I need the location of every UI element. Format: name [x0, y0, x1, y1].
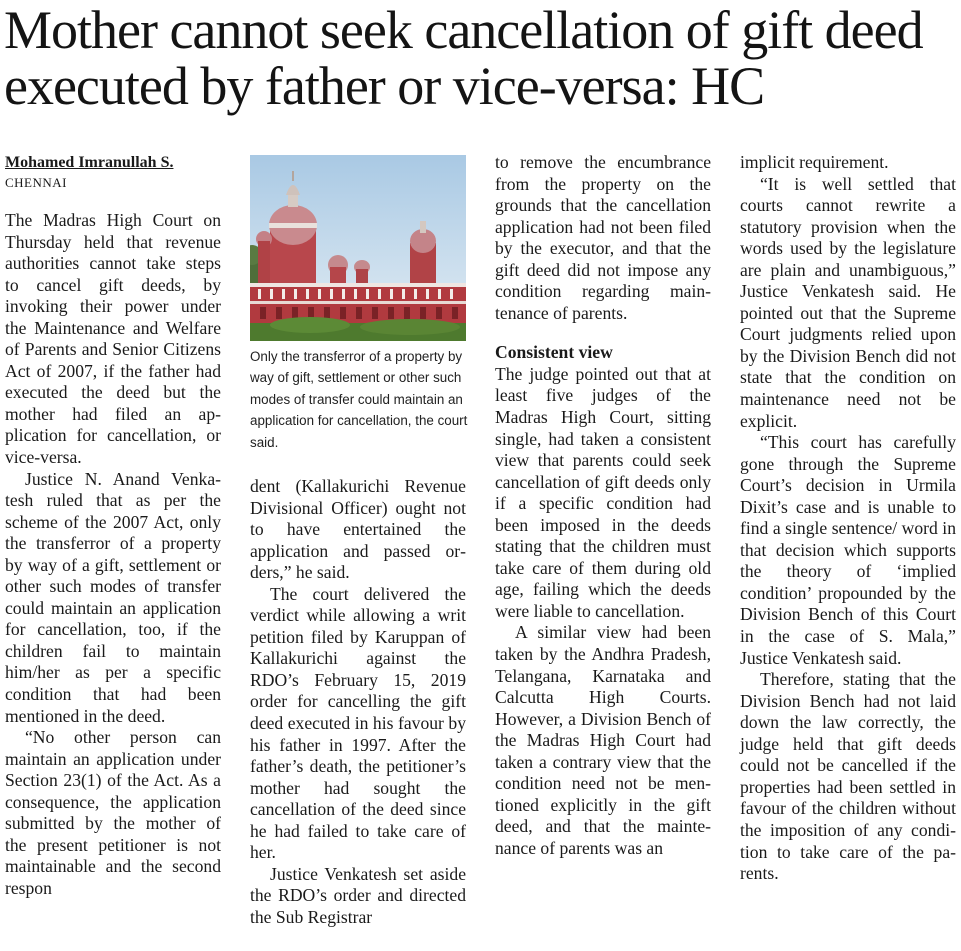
headline: Mother cannot seek cancellation of gift deed executed by father or vice-versa: HC [4, 0, 923, 116]
paragraph: The Madras High Court on Thursday held that revenue authorities cannot take steps to cancel gift deeds, by invoking their power under the Maintenance and Welfare of Parents and Senior Citizens Act of 2007, if the father had executed the deed but the mother had filed an application for cancellation, or vice-versa. [5, 210, 221, 468]
photo-caption: Only the transferror of a property by way of gift, settlement or other such modes of transfer could maintain an application for cancellation, the court said. [250, 349, 468, 450]
spacer [5, 192, 221, 210]
subheading: Consistent view [495, 342, 613, 363]
paragraph: Justice Venkatesh set aside the RDO’s order and directed the Sub Registrar [250, 863, 466, 927]
paragraph: to remove the encumbrance from the property on the grounds that the cancellation application had not been filed by the executor, and that the gift deed did not impose any condition regarding maintenance of parents. [495, 152, 711, 323]
paragraph: implicit requirement. [740, 152, 889, 172]
paragraph: Therefore, stating that the Division Bench had not laid down the law correctly, the judge held that gift deeds could not be cancelled if the properties had been settled in favour of the children without the imposition of any condition to take care of the parents. [740, 669, 956, 884]
article-column-2 [250, 476, 466, 928]
paragraph: dent (Kallakurichi Revenue Divisional Officer) ought not to have entertained the application and passed orders,” he said. [250, 476, 466, 583]
dateline: CHENNAI [5, 175, 67, 190]
building-illustration [250, 155, 466, 341]
paragraph: The court delivered the verdict while allowing a writ petition filed by Karuppan of Kallakurichi against the RDO’s February 15, 2019 order for cancelling the gift deed executed in his favour by his father in 1997. After the father’s death, the petitioner’s mother had sought the cancellation of the deed since he had failed to take care of her. [250, 583, 466, 863]
paragraph: “This court has carefully gone through the Supreme Court’s decision in Urmila Dixit’s case and is unable to find a single sentence/ word in that decision which supports the theory of ‘implied condition’ propounded by the Division Bench of this Court in the case of S. Mala,” Justice Venkatesh said. [740, 432, 956, 668]
article-column-1 [5, 152, 221, 900]
paragraph: A similar view had been taken by the Andhra Pradesh, Telangana, Karnataka and Calcutta High Courts. However, a Division Bench of the Madras High Court had taken a contrary view that the condition need not be mentioned explicitly in the gift deed, and that the maintenance of parents was an [495, 622, 711, 858]
madras-high-court-photo [250, 155, 466, 341]
paragraph: “It is well settled that courts cannot rewrite a statutory provision when the words used by the legislature are plain and unambiguous,” Justice Venkatesh said. He pointed out that the Supreme Court judgments relied upon by the Division Bench did not state that the condition on maintenance need not be explicit. [740, 173, 956, 431]
paragraph: The judge pointed out that at least five judges of the Madras High Court, sitting single, had taken a consistent view that parents could seek cancellation of gift deeds only if a specific condition had been imposed in the deeds stating that the children must take care of them during old age, failing which the deeds were liable to cancellation. [495, 363, 711, 621]
byline[interactable]: Mohamed Imranullah S. [5, 154, 174, 171]
article-column-3 [495, 152, 711, 860]
spacer [495, 324, 711, 342]
article-column-4 [740, 152, 956, 885]
paragraph: Justice N. Anand Venkatesh ruled that as per the scheme of the 2007 Act, only the transferror of a property by way of a gift, settlement or other such modes of transfer could maintain an application for cancellation, too, if the children fail to maintain him/her as per a specific condition that had been mentioned in the deed. [5, 468, 221, 726]
paragraph: “No other person can maintain an application under Section 23(1) of the Act. As a consequence, the application submitted by the mother of the present petitioner is not maintainable and the second respon [5, 727, 221, 898]
